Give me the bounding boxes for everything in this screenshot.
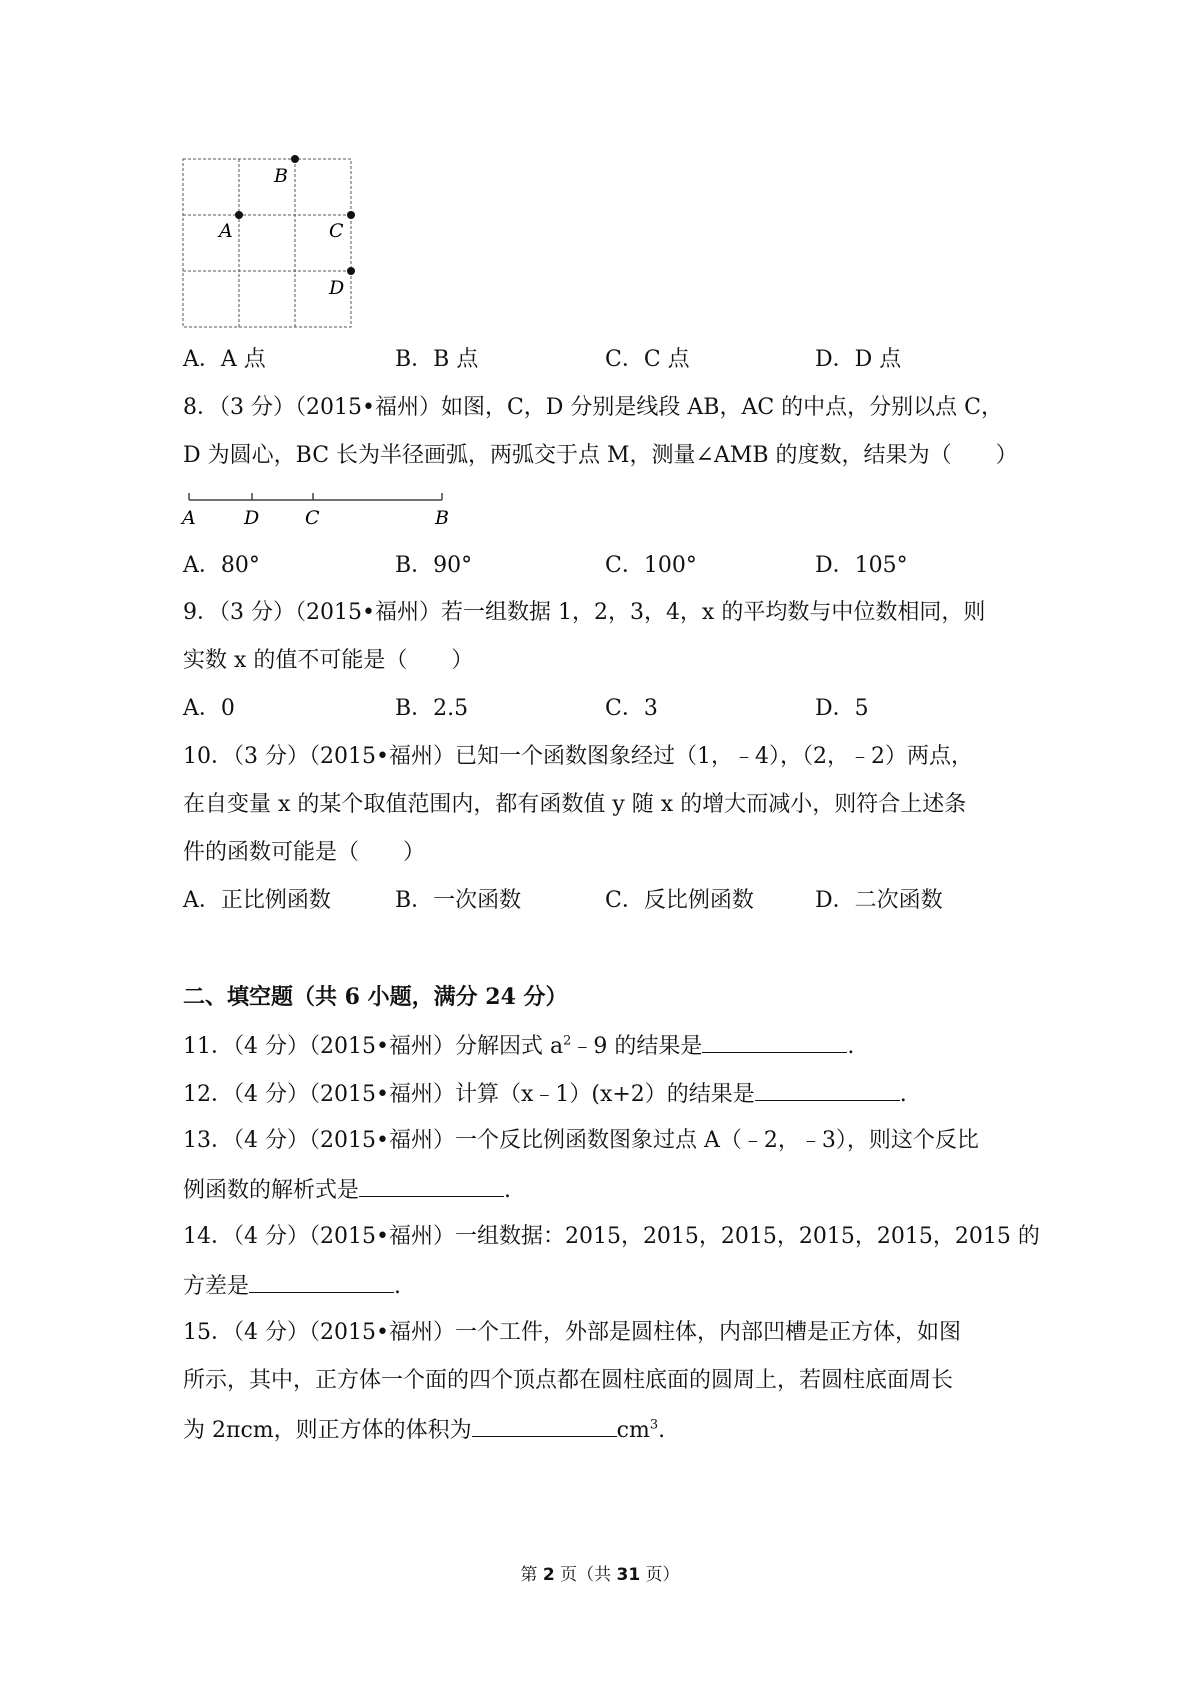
option-a: A．80° [183, 553, 260, 578]
option-d: D．5 [815, 696, 869, 721]
q9-line-2: 实数 x 的值不可能是（ ） [183, 648, 474, 673]
section-title: 二、填空题（共 6 小题，满分 24 分） [183, 984, 568, 1010]
q14-line-2 [183, 1270, 401, 1302]
label-d: D [244, 507, 260, 529]
q15-text: 为 2πcm，则正方体的体积为 [183, 1418, 472, 1443]
q11-exponent: 2 [563, 1033, 572, 1049]
footer-suffix: 页） [640, 1565, 680, 1585]
q13-text: 例函数的解析式是 [183, 1178, 360, 1203]
option-b: B．90° [395, 553, 473, 578]
point-b-dot [291, 155, 299, 163]
q8-line-2: D 为圆心，BC 长为半径画弧，两弧交于点 M，测量∠AMB 的度数，结果为（ ） [183, 443, 1018, 468]
answer-blank[interactable] [472, 1414, 617, 1437]
q10-options [183, 886, 1023, 916]
footer-prefix: 第 [520, 1565, 543, 1585]
option-a: A．正比例函数 [183, 888, 331, 913]
label-a: A [182, 507, 196, 529]
option-d: D．D 点 [815, 347, 902, 372]
option-c: C．100° [605, 553, 697, 578]
total-pages: 31 [616, 1565, 641, 1585]
option-b: B．2.5 [395, 696, 469, 721]
q10-line-1: 10．（3 分）（2015•福州）已知一个函数图象经过（1，﹣4），（2，﹣2）两点， [183, 744, 973, 769]
q7-options [183, 345, 1023, 375]
q9-options [183, 694, 1023, 724]
q11-end: . [847, 1034, 855, 1059]
point-c-label: C [329, 220, 344, 242]
q8-line-1: 8．（3 分）（2015•福州）如图，C，D 分别是线段 AB，AC 的中点，分别以点 C， [183, 395, 1004, 420]
q11-text-after: ﹣9 的结果是 [571, 1034, 703, 1059]
option-c: C．反比例函数 [605, 888, 754, 913]
point-c-dot [347, 211, 355, 219]
q15-end: . [658, 1418, 666, 1443]
q15-line-2: 所示，其中，正方体一个面的四个顶点都在圆柱底面的圆周上，若圆柱底面周长 [183, 1368, 954, 1393]
q12-end: . [899, 1082, 907, 1107]
answer-blank[interactable] [359, 1174, 504, 1197]
option-a: A．0 [183, 696, 235, 721]
footer-middle: 页（共 [554, 1565, 617, 1585]
label-b: B [435, 507, 449, 529]
q14-end: . [394, 1274, 402, 1299]
q12-line [183, 1078, 907, 1110]
point-d-label: D [329, 277, 345, 299]
point-a-label: A [219, 220, 233, 242]
option-a: A．A 点 [183, 347, 266, 372]
q15-line-3 [183, 1414, 665, 1446]
q15-unit-exponent: 3 [649, 1417, 659, 1433]
q10-line-2: 在自变量 x 的某个取值范围内，都有函数值 y 随 x 的增大而减小，则符合上述条 [183, 792, 967, 817]
label-c: C [305, 507, 320, 529]
q10-line-3: 件的函数可能是（ ） [183, 840, 426, 865]
q14-text: 方差是 [183, 1274, 250, 1299]
grid-border [183, 159, 351, 327]
q9-line-1: 9．（3 分）（2015•福州）若一组数据 1，2，3，4，x 的平均数与中位数相同，则 [183, 600, 986, 625]
option-d: D．二次函数 [815, 888, 943, 913]
q13-end: . [504, 1178, 512, 1203]
q15-unit: cm [616, 1418, 650, 1443]
q11-text: 11．（4 分）（2015•福州）分解因式 a [183, 1034, 564, 1059]
option-d: D．105° [815, 553, 908, 578]
q13-line-2 [183, 1174, 511, 1206]
option-c: C．C 点 [605, 347, 690, 372]
answer-blank[interactable] [755, 1078, 900, 1101]
page-number: 2 [542, 1565, 555, 1585]
option-b: B．一次函数 [395, 888, 522, 913]
point-d-dot [347, 267, 355, 275]
option-b: B．B 点 [395, 347, 479, 372]
grid-figure [182, 155, 362, 330]
grid-lines [183, 159, 351, 327]
answer-blank[interactable] [249, 1270, 394, 1293]
point-a-dot [235, 211, 243, 219]
q8-options [183, 551, 1023, 581]
answer-blank[interactable] [702, 1030, 847, 1053]
q11-line [183, 1030, 854, 1062]
q12-text: 12．（4 分）（2015•福州）计算（x﹣1）(x+2）的结果是 [183, 1082, 755, 1107]
q14-line-1: 14．（4 分）（2015•福州）一组数据：2015，2015，2015，2015，2015，2015 的 [183, 1224, 1040, 1249]
option-c: C．3 [605, 696, 658, 721]
q15-line-1: 15．（4 分）（2015•福州）一个工件，外部是圆柱体，内部凹槽是正方体，如图 [183, 1320, 961, 1345]
point-b-label: B [274, 165, 288, 187]
page-footer [0, 1560, 1200, 1585]
segment-figure [180, 490, 450, 532]
q13-line-1: 13．（4 分）（2015•福州）一个反比例函数图象过点 A（﹣2，﹣3），则这个反比 [183, 1128, 979, 1153]
